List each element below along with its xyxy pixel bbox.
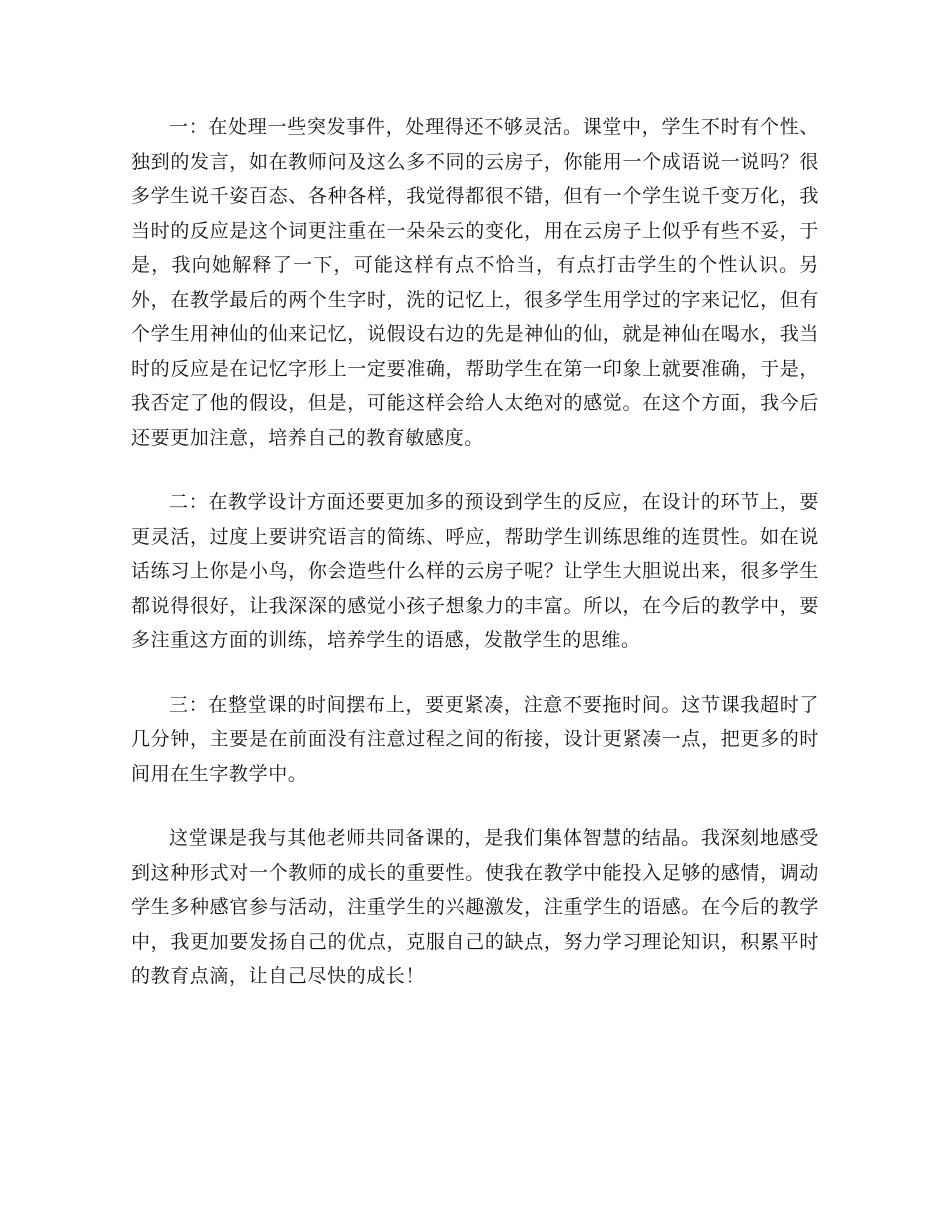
document-body (131, 110, 819, 1024)
paragraph-conclusion: 这堂课是我与其他老师共同备课的，是我们集体智慧的结晶。我深刻地感受到这种形式对一个教师的成长的重要性。使我在教学中能投入足够的感情，调动学生多种感官参与活动，注重学生的兴趣激发，注重学生的语感。在今后的教学中，我更加要发扬自己的优点，克服自己的缺点，努力学习理论知识，积累平时的教育点滴，让自己尽快的成长！ (131, 827, 819, 987)
paragraph-reflection-three: 三：在整堂课的时间摆布上，要更紧凑，注意不要拖时间。这节课我超时了几分钟，主要是在前面没有注意过程之间的衔接，设计更紧凑一点，把更多的时间用在生字教学中。 (131, 693, 819, 785)
paragraph-reflection-two: 二：在教学设计方面还要更加多的预设到学生的反应，在设计的环节上，要更灵活，过度上要讲究语言的简练、呼应，帮助学生训练思维的连贯性。如在说话练习上你是小鸟，你会造些什么样的云房子呢？让学生大胆说出来，很多学生都说得很好，让我深深的感觉小孩子想象力的丰富。所以，在今后的教学中，要多注重这方面的训练，培养学生的语感，发散学生的思维。 (131, 491, 819, 651)
paragraph-reflection-one: 一：在处理一些突发事件，处理得还不够灵活。课堂中，学生不时有个性、独到的发言，如在教师问及这么多不同的云房子，你能用一个成语说一说吗？很多学生说千姿百态、各种各样，我觉得都很不错，但有一个学生说千变万化，我当时的反应是这个词更注重在一朵朵云的变化，用在云房子上似乎有些不妥，于是，我向她解释了一下，可能这样有点不恰当，有点打击学生的个性认识。另外，在教学最后的两个生字时，洗的记忆上，很多学生用学过的字来记忆，但有个学生用神仙的仙来记忆，说假设右边的先是神仙的仙，就是神仙在喝水，我当时的反应是在记忆字形上一定要准确，帮助学生在第一印象上就要准确，于是，我否定了他的假设，但是，可能这样会给人太绝对的感觉。在这个方面，我今后还要更加注意，培养自己的教育敏感度。 (131, 116, 819, 449)
